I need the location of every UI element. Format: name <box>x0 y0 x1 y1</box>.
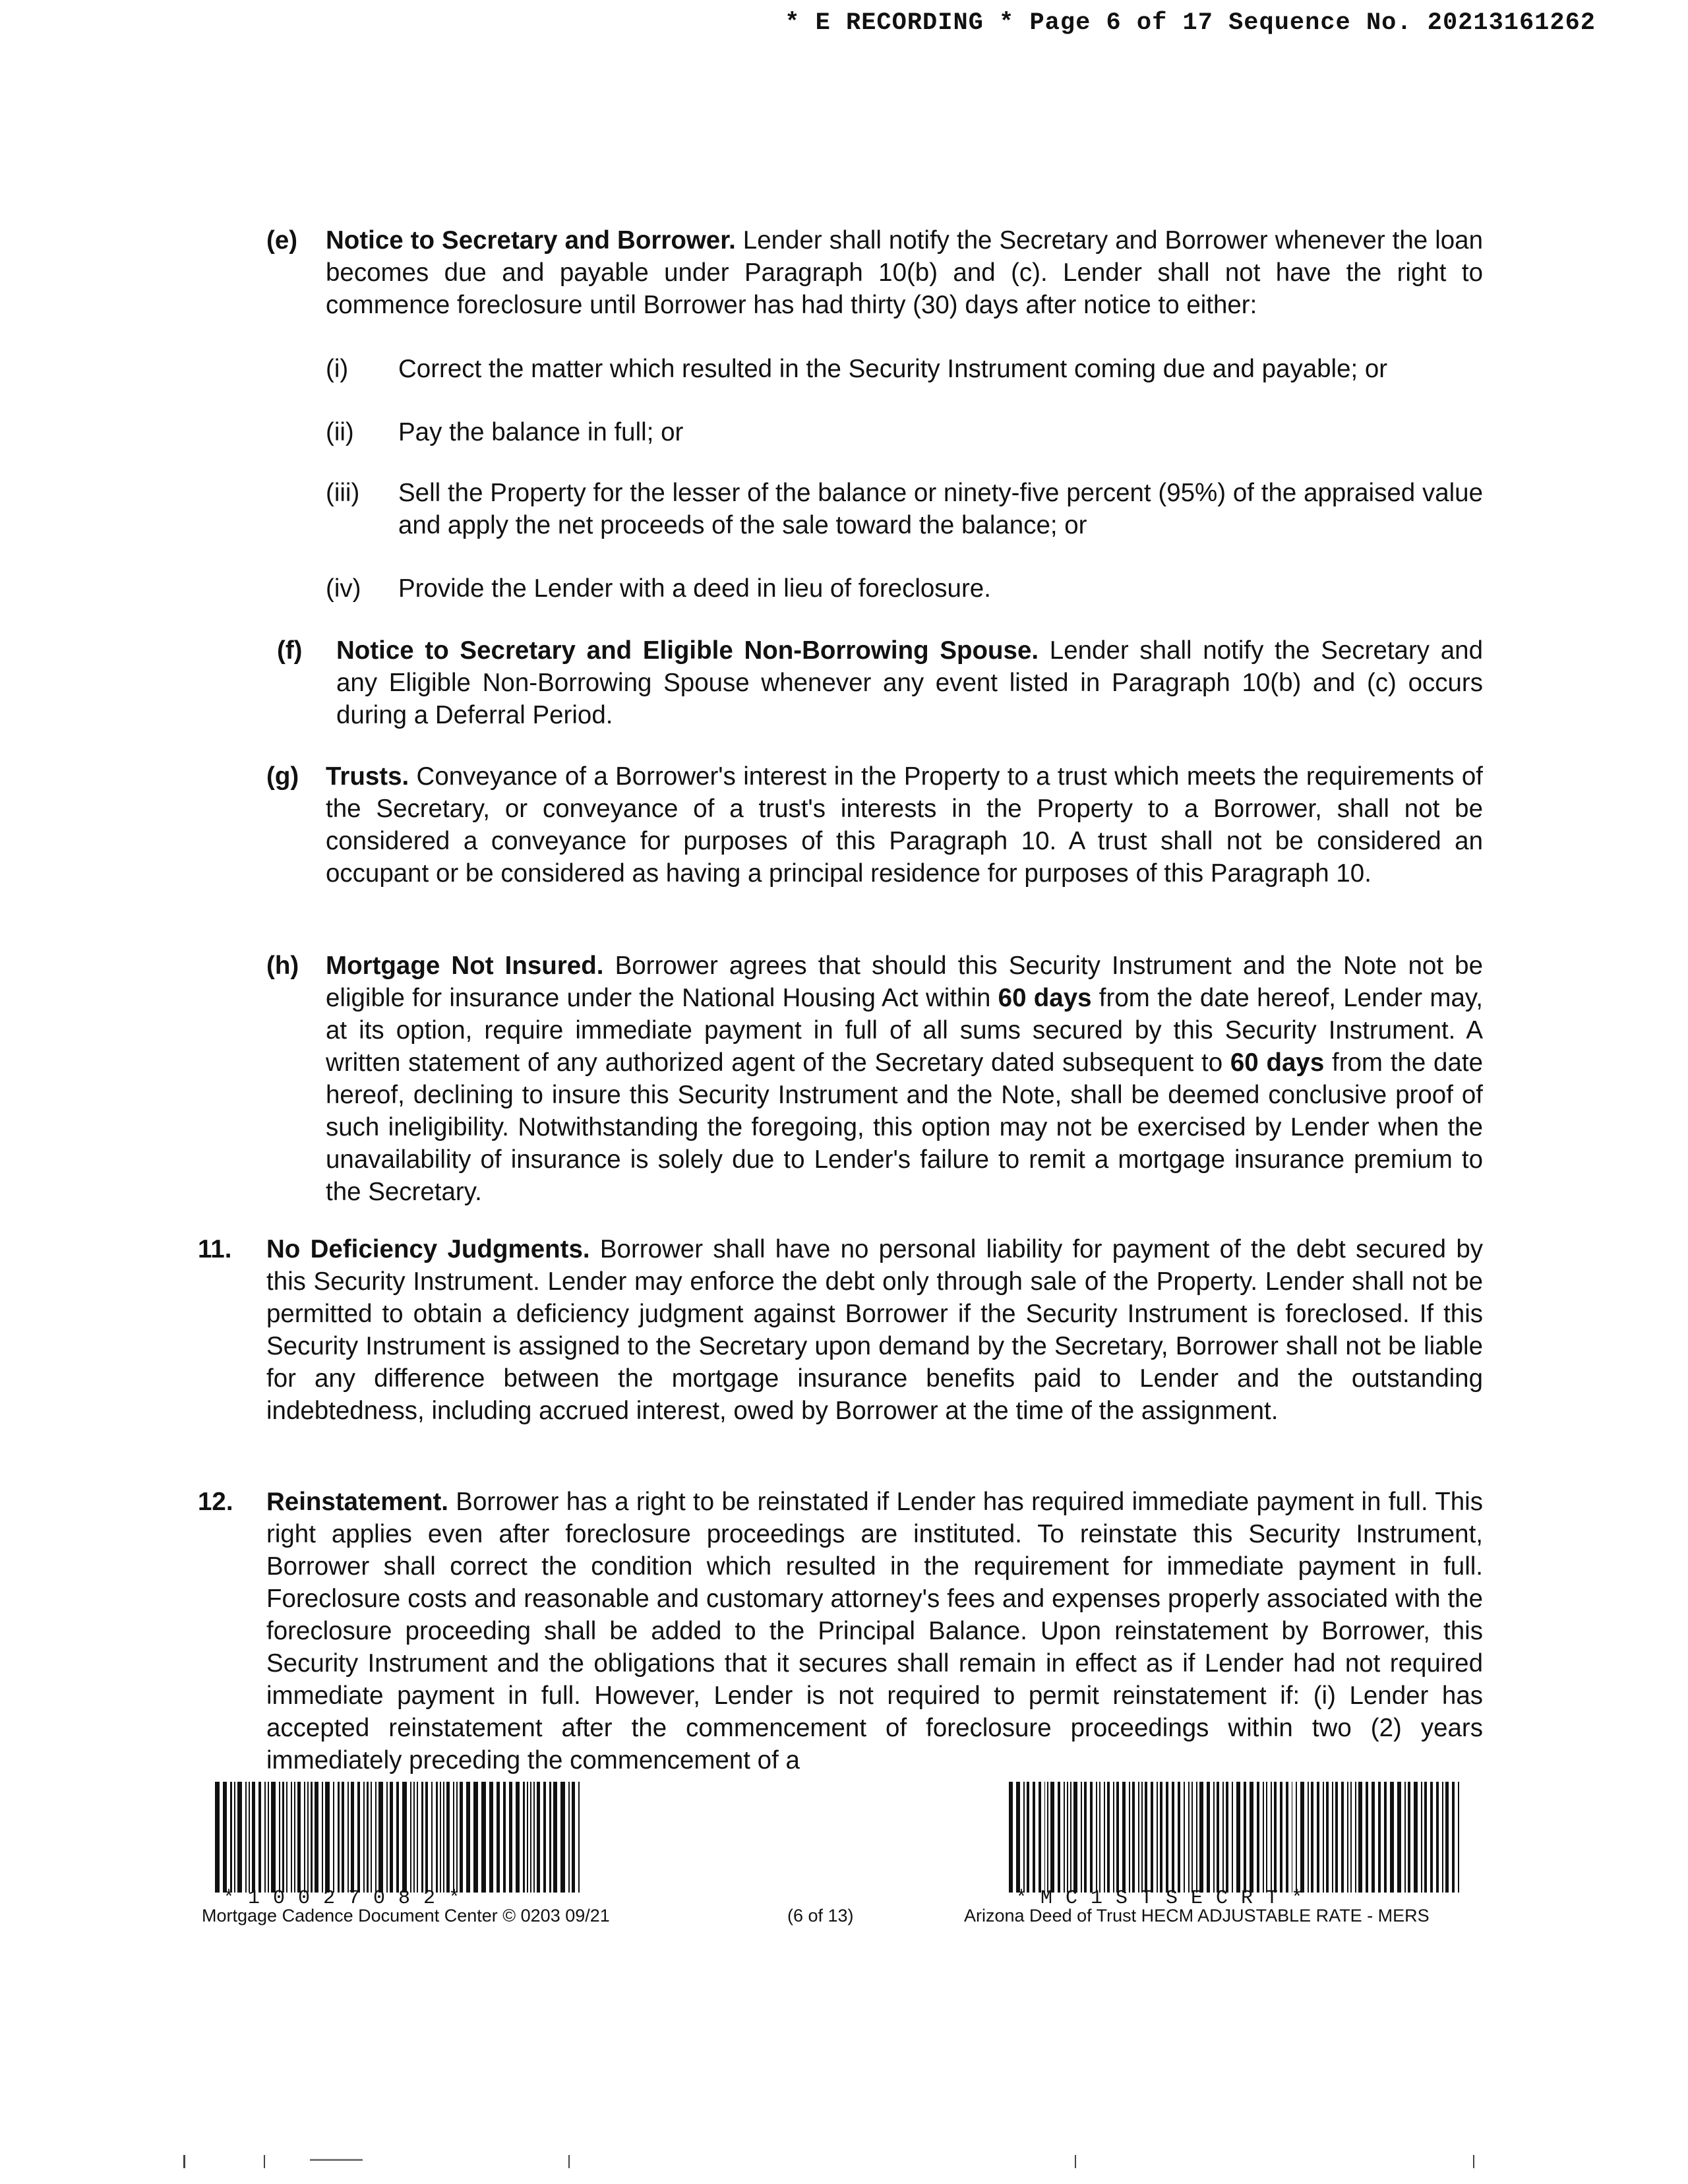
barcode-bar <box>342 1782 344 1893</box>
barcode-bar <box>1271 1782 1272 1893</box>
barcode-bar <box>371 1782 372 1893</box>
barcode-bar <box>1122 1782 1126 1893</box>
barcode-bar <box>307 1782 309 1893</box>
scan-artifact <box>568 2155 570 2168</box>
barcode-bar <box>402 1782 407 1893</box>
barcode-bar <box>357 1782 360 1893</box>
footer-document-center: Mortgage Cadence Document Center © 0203 09/21 <box>202 1906 610 1926</box>
barcode-bar <box>378 1782 383 1893</box>
barcode-bar <box>1023 1782 1025 1893</box>
subitem-label: (i) <box>326 355 349 383</box>
barcode-bar <box>1311 1782 1313 1893</box>
barcode-bar <box>1027 1782 1029 1893</box>
section-label: (g) <box>266 762 299 791</box>
barcode-bar <box>1421 1782 1422 1893</box>
barcode-bar <box>497 1782 499 1893</box>
barcode-bar <box>1358 1782 1362 1893</box>
barcode-bar <box>1138 1782 1139 1893</box>
barcode-bar <box>1384 1782 1387 1893</box>
barcode-bar <box>523 1782 524 1893</box>
barcode-bar <box>1274 1782 1277 1893</box>
paragraph-body <box>266 1486 1483 1776</box>
section-text: from the date hereof, declining to insure this Security Instrument and the Note, shall be deemed conclusive proof of such ineligibility. Notwithstanding the foregoing, this option may not be exercised by Lender when the unavailability of insurance is solely due to Lender's failure to remit a mortgage insurance premium to the Secretary. <box>326 1048 1483 1206</box>
barcode-bar <box>351 1782 353 1893</box>
section-heading: Trusts. <box>326 762 409 791</box>
barcode-bar <box>1226 1782 1228 1893</box>
barcode-bar <box>333 1782 334 1893</box>
barcode-bar <box>268 1782 269 1893</box>
barcode-bar <box>1244 1782 1246 1893</box>
barcode-bar <box>1350 1782 1352 1893</box>
barcode-bar <box>375 1782 377 1893</box>
barcode-bar <box>1404 1782 1406 1893</box>
barcode-bar <box>549 1782 551 1893</box>
barcode-bar <box>527 1782 528 1893</box>
barcode-bar <box>367 1782 368 1893</box>
barcode-bar <box>1335 1782 1338 1893</box>
section-label: (e) <box>266 226 298 255</box>
recording-header: * E RECORDING * Page 6 of 17 Sequence No. 20213161262 <box>785 9 1596 37</box>
barcode-bar <box>1424 1782 1427 1893</box>
barcode-bar <box>1132 1782 1135 1893</box>
barcode-bar <box>1151 1782 1153 1893</box>
barcode-bar <box>338 1782 339 1893</box>
barcode-bar <box>1408 1782 1410 1893</box>
barcode-bar <box>264 1782 266 1893</box>
barcode-left <box>215 1782 582 1893</box>
barcode-bar <box>572 1782 574 1893</box>
barcode-bar <box>282 1782 284 1893</box>
scan-artifact <box>183 2155 185 2168</box>
barcode-bar <box>322 1782 323 1893</box>
barcode-bar <box>1222 1782 1224 1893</box>
barcode-bar <box>413 1782 415 1893</box>
barcode-right <box>1009 1782 1461 1893</box>
barcode-bar <box>1207 1782 1211 1893</box>
barcode-bar <box>1436 1782 1439 1893</box>
barcode-bar <box>1191 1782 1193 1893</box>
barcode-bar <box>291 1782 292 1893</box>
barcode-bar <box>481 1782 486 1893</box>
emphasis-60-days: 60 days <box>998 984 1092 1012</box>
barcode-bar <box>271 1782 276 1893</box>
paragraph-number: 12. <box>198 1488 233 1516</box>
barcode-bar <box>1326 1782 1329 1893</box>
barcode-bar <box>1096 1782 1097 1893</box>
barcode-bar <box>1257 1782 1259 1893</box>
scan-artifact <box>310 2159 363 2161</box>
section-heading: Mortgage Not Insured. <box>326 952 604 980</box>
barcode-bar <box>456 1782 458 1893</box>
barcode-bar <box>1070 1782 1071 1893</box>
section-text: Lender shall notify the Secretary and Borrower whenever the loan becomes due and payable under Paragraph 10(b) and (c). Lender shall not have the right to commence foreclosure until Borrower has had thirty (30) days after notice to either: <box>326 226 1483 319</box>
barcode-bar <box>386 1782 388 1893</box>
section-label: (f) <box>277 636 303 665</box>
barcode-bar <box>1050 1782 1054 1893</box>
barcode-bar <box>1414 1782 1418 1893</box>
barcode-left-number: *10027082* <box>223 1887 474 1910</box>
barcode-bar <box>1366 1782 1368 1893</box>
barcode-bar <box>1084 1782 1087 1893</box>
barcode-bar <box>1308 1782 1309 1893</box>
barcode-bar <box>279 1782 280 1893</box>
barcode-bar <box>568 1782 570 1893</box>
barcode-bar <box>1341 1782 1344 1893</box>
barcode-bar <box>1250 1782 1253 1893</box>
subitem-text: Sell the Property for the lesser of the balance or ninety-five percent (95%) of the appraised value and apply the net proceeds of the sale toward the balance; or <box>398 479 1483 539</box>
barcode-bar <box>1039 1782 1041 1893</box>
subitem-text: Pay the balance in full; or <box>398 418 684 446</box>
barcode-bar <box>509 1782 512 1893</box>
section-label: (h) <box>266 952 299 980</box>
barcode-bar <box>1232 1782 1233 1893</box>
barcode-bar <box>249 1782 250 1893</box>
barcode-bar <box>252 1782 255 1893</box>
barcode-bar <box>425 1782 428 1893</box>
barcode-right-number: *MC1STSECRT* <box>1015 1887 1317 1910</box>
barcode-bar <box>417 1782 418 1893</box>
barcode-bar <box>1099 1782 1100 1893</box>
barcode-bar <box>530 1782 531 1893</box>
barcode-bar <box>1047 1782 1048 1893</box>
barcode-bar <box>1442 1782 1443 1893</box>
barcode-bar <box>1184 1782 1185 1893</box>
barcode-bar <box>1073 1782 1077 1893</box>
paragraph-text: Borrower shall have no personal liability for payment of the debt secured by this Security Instrument. Lender may enforce the debt only through sale of the Property. Lender shall not be permitted to obtain a deficiency judgment against Borrower if the Security Instrument is foreclosed. If this Security Instrument is assigned to the Secretary upon demand by the Secretary, Borrower shall not be liable for any difference between the mortgage insurance benefits paid to Lender and the outstanding indebtedness, including accrued interest, owed by Borrower at the time of the assignment. <box>266 1235 1483 1425</box>
barcode-bar <box>396 1782 399 1893</box>
barcode-bar <box>1090 1782 1093 1893</box>
subitem-text: Correct the matter which resulted in the Security Instrument coming due and payable; or <box>398 355 1388 383</box>
barcode-bar <box>325 1782 330 1893</box>
barcode-bar <box>443 1782 444 1893</box>
barcode-bar <box>237 1782 242 1893</box>
paragraph-body <box>266 1233 1483 1427</box>
paragraph-text: Borrower has a right to be reinstated if Lender has required immediate payment in full. This right applies even after foreclosure proceedings are instituted. To reinstate this Security Instrument, Borrower shall correct the condition which resulted in the requirement for immediate payment in full. Foreclosure costs and reasonable and customary attorney's fees and expenses properly associated with the foreclosure proceeding shall be added to the Principal Balance. Upon reinstatement by Borrower, this Security Instrument and the obligations that it secures shall remain in effect as if Lender had not required immediate payment in full. However, Lender is not required to permit reinstatement if: (i) Lender has accepted reinstatement after the commencement of foreclosure proceedings within two (2) years immediately preceding the commencement of a <box>266 1488 1483 1774</box>
barcode-bar <box>1188 1782 1190 1893</box>
barcode-bar <box>410 1782 411 1893</box>
barcode-bar <box>516 1782 520 1893</box>
barcode-bar <box>215 1782 220 1893</box>
barcode-bar <box>1107 1782 1110 1893</box>
barcode-bar <box>1296 1782 1297 1893</box>
subitem-label: (iv) <box>326 574 361 603</box>
barcode-bar <box>1458 1782 1459 1893</box>
section-body <box>326 224 1483 321</box>
section-body <box>326 950 1483 1208</box>
barcode-bar <box>1113 1782 1114 1893</box>
barcode-bar <box>1033 1782 1035 1893</box>
barcode-bar <box>553 1782 558 1893</box>
section-body <box>326 760 1483 890</box>
footer-page-count: (6 of 13) <box>787 1906 854 1926</box>
scan-artifact <box>264 2155 265 2168</box>
barcode-bar <box>1157 1782 1158 1893</box>
barcode-bar <box>1016 1782 1020 1893</box>
section-text: Borrower agrees that should this Security Instrument and the Note not be eligible for insurance under the National Housing Act within <box>326 952 1483 1012</box>
barcode-bar <box>390 1782 392 1893</box>
barcode-bar <box>1390 1782 1394 1893</box>
barcode-bar <box>1286 1782 1288 1893</box>
subitem-label: (iii) <box>326 479 360 507</box>
barcode-bar <box>1236 1782 1240 1893</box>
subitem-text: Provide the Lender with a deed in lieu of foreclosure. <box>398 574 991 603</box>
barcode-bar <box>1378 1782 1381 1893</box>
paragraph-heading: No Deficiency Judgments. <box>266 1235 590 1263</box>
barcode-bar <box>1452 1782 1455 1893</box>
barcode-bar <box>1067 1782 1068 1893</box>
barcode-bar <box>1217 1782 1219 1893</box>
barcode-bar <box>1129 1782 1130 1893</box>
barcode-bar <box>1292 1782 1293 1893</box>
barcode-bar <box>1266 1782 1267 1893</box>
scan-artifact <box>1075 2155 1076 2168</box>
barcode-bar <box>473 1782 478 1893</box>
barcode-bar <box>363 1782 365 1893</box>
barcode-bar <box>533 1782 535 1893</box>
barcode-bar <box>1196 1782 1197 1893</box>
barcode-bar <box>1430 1782 1433 1893</box>
barcode-bar <box>1355 1782 1356 1893</box>
barcode-bar <box>436 1782 437 1893</box>
barcode-bar <box>230 1782 231 1893</box>
barcode-bar <box>347 1782 349 1893</box>
barcode-bar <box>1332 1782 1333 1893</box>
barcode-bar <box>1058 1782 1060 1893</box>
barcode-bar <box>1172 1782 1174 1893</box>
barcode-bar <box>503 1782 506 1893</box>
barcode-bar <box>1044 1782 1046 1893</box>
barcode-bar <box>1178 1782 1180 1893</box>
barcode-bar <box>311 1782 312 1893</box>
barcode-bar <box>1145 1782 1147 1893</box>
barcode-bar <box>1064 1782 1065 1893</box>
barcode-bar <box>258 1782 261 1893</box>
barcode-bar <box>1104 1782 1105 1893</box>
barcode-bar <box>1116 1782 1119 1893</box>
barcode-bar <box>1280 1782 1282 1893</box>
barcode-bar <box>1160 1782 1162 1893</box>
barcode-bar <box>1263 1782 1264 1893</box>
barcode-bar <box>245 1782 247 1893</box>
subitem-label: (ii) <box>326 418 354 446</box>
paragraph-heading: Reinstatement. <box>266 1488 448 1516</box>
barcode-bar <box>466 1782 471 1893</box>
barcode-bar <box>1397 1782 1401 1893</box>
barcode-bar <box>1141 1782 1143 1893</box>
barcode-bar <box>1081 1782 1082 1893</box>
emphasis-60-days: 60 days <box>1230 1048 1325 1077</box>
barcode-bar <box>294 1782 295 1893</box>
barcode-bar <box>560 1782 565 1893</box>
barcode-bar <box>578 1782 580 1893</box>
barcode-bar <box>1166 1782 1168 1893</box>
barcode-bar <box>1347 1782 1348 1893</box>
barcode-bar <box>421 1782 423 1893</box>
barcode-bar <box>1300 1782 1304 1893</box>
barcode-bar <box>297 1782 300 1893</box>
footer-form-title: Arizona Deed of Trust HECM ADJUSTABLE RATE - MERS <box>964 1906 1430 1926</box>
barcode-bar <box>537 1782 539 1893</box>
barcode-bar <box>286 1782 287 1893</box>
scan-artifact <box>1473 2155 1474 2168</box>
barcode-bar <box>304 1782 305 1893</box>
barcode-bar <box>431 1782 433 1893</box>
barcode-bar <box>453 1782 454 1893</box>
barcode-bar <box>1317 1782 1319 1893</box>
barcode-bar <box>460 1782 462 1893</box>
section-text: Conveyance of a Borrower's interest in the Property to a trust which meets the requirements of the Secretary, or conveyance of a trust's interests in the Property to a Borrower, shall not be considered a conveyance for purposes of this Paragraph 10. A trust shall not be considered an occupant or be considered as having a principal residence for purposes of this Paragraph 10. <box>326 762 1483 888</box>
barcode-bar <box>234 1782 235 1893</box>
barcode-bar <box>446 1782 449 1893</box>
section-text: Lender shall notify the Secretary and any Eligible Non-Borrowing Spouse whenever any event listed in Paragraph 10(b) and (c) occurs during a Deferral Period. <box>336 636 1483 729</box>
barcode-bar <box>440 1782 441 1893</box>
barcode-bar <box>1009 1782 1013 1893</box>
barcode-bar <box>1323 1782 1324 1893</box>
section-text: from the date hereof, Lender may, at its option, require immediate payment in full of all sums secured by this Security Instrument. A written statement of any authorized agent of the Secretary dated subsequent to <box>326 984 1483 1077</box>
barcode-bar <box>315 1782 319 1893</box>
barcode-bar <box>489 1782 494 1893</box>
barcode-bar <box>1445 1782 1449 1893</box>
barcode-bar <box>223 1782 227 1893</box>
section-body <box>336 634 1483 731</box>
barcode-bar <box>1213 1782 1215 1893</box>
barcode-bar <box>1372 1782 1375 1893</box>
section-heading: Notice to Secretary and Eligible Non-Borrowing Spouse. <box>336 636 1039 665</box>
barcode-bar <box>543 1782 546 1893</box>
section-heading: Notice to Secretary and Borrower. <box>326 226 736 255</box>
barcode-bar <box>1199 1782 1203 1893</box>
paragraph-number: 11. <box>198 1235 232 1263</box>
